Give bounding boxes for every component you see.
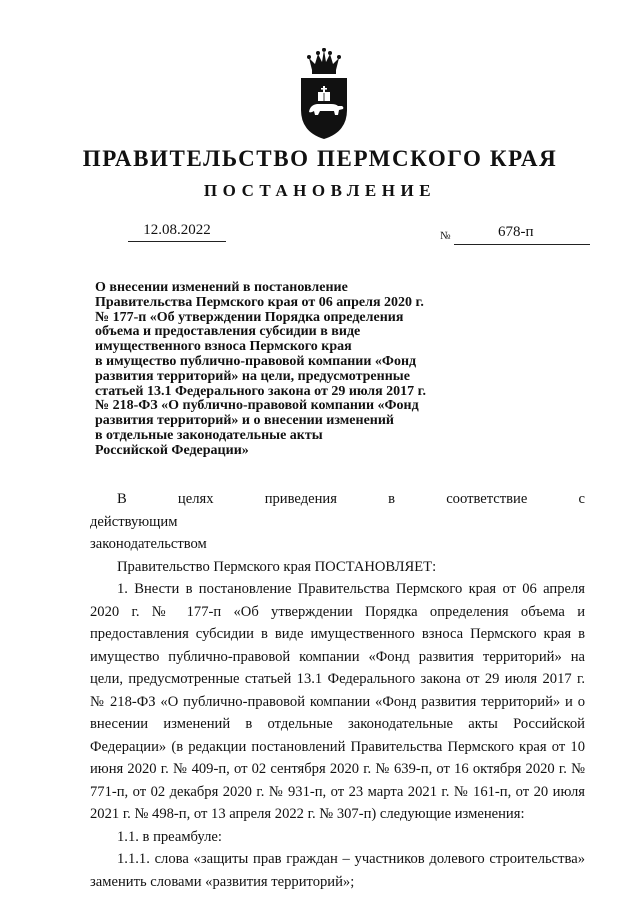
government-title: ПРАВИТЕЛЬСТВО ПЕРМСКОГО КРАЯ	[82, 146, 558, 171]
item-1-1-paragraph: 1.1. в преамбуле:	[117, 828, 222, 845]
document-number: 678-п	[498, 224, 534, 240]
document-subject	[95, 281, 475, 459]
subject-line: в имущество публично-правовой компании «Фонд	[95, 353, 417, 369]
item-1-1-1-paragraph: 1.1.1. слова «защиты прав граждан – участников долевого строительства» заменить словами «развития территорий»;	[90, 851, 585, 890]
subject-line: в отдельные законодательные акты	[95, 427, 323, 443]
subject-line: развития территорий» и о внесении изменений	[95, 413, 394, 429]
subject-line: О внесении изменений в постановление	[95, 280, 348, 295]
subject-line: Российской Федерации»	[95, 442, 249, 458]
number-sign: №	[440, 230, 451, 242]
document-body	[90, 488, 585, 893]
document-type: ПОСТАНОВЛЕНИЕ	[203, 181, 437, 200]
document-date: 12.08.2022	[143, 222, 211, 238]
subject-line: имущественного взноса Пермского края	[95, 339, 352, 355]
perm-krai-coat-of-arms-icon	[298, 48, 350, 140]
intro-paragraph-line2: законодательством	[90, 536, 207, 552]
intro-paragraph-line1: В целях приведения в соответствие с действующим	[90, 491, 585, 530]
subject-line: развития территорий» на цели, предусмотренные	[95, 368, 410, 384]
subject-line: объема и предоставления субсидии в виде	[95, 324, 361, 340]
subject-line: № 218-ФЗ «О публично-правовой компании «Фонд	[95, 398, 419, 414]
date-field	[128, 222, 226, 242]
date-underline	[128, 241, 226, 242]
decree-statement: Правительство Пермского края ПОСТАНОВЛЯЕТ:	[117, 558, 437, 575]
subject-line: № 177-п «Об утверждении Порядка определения	[95, 309, 404, 325]
item-1-paragraph: 1. Внести в постановление Правительства Пермского края от 06 апреля 2020 г. № 177-п «Об утверждении Порядка определения объема и предоставления субсидии в виде имущественного взноса Пермского края в имущество публично-правовой компании «Фонд развития территорий» на цели, предусмотренные статьей 13.1 Федерального закона от 29 июля 2017 г. № 218-ФЗ «О публично-правовой компании «Фонд развития территорий» и о внесении изменений в отдельные законодательные акты Российской Федерации» (в редакции постановлений Правительства Пермского края от 10 июня 2020 г. № 409-п, от 02 сентября 2020 г. № 639-п, от 16 октября 2020 г. № 771-п, от 02 декабря 2020 г. № 931-п, от 23 марта 2021 г. № 161-п, от 20 июля 2021 г. № 498-п, от 13 апреля 2022 г. № 307-п) следующие изменения:	[90, 581, 585, 822]
subject-line: Правительства Пермского края от 06 апреля 2020 г.	[95, 294, 424, 310]
subject-line: статьей 13.1 Федерального закона от 29 июля 2017 г.	[95, 383, 426, 399]
number-underline	[454, 244, 590, 245]
